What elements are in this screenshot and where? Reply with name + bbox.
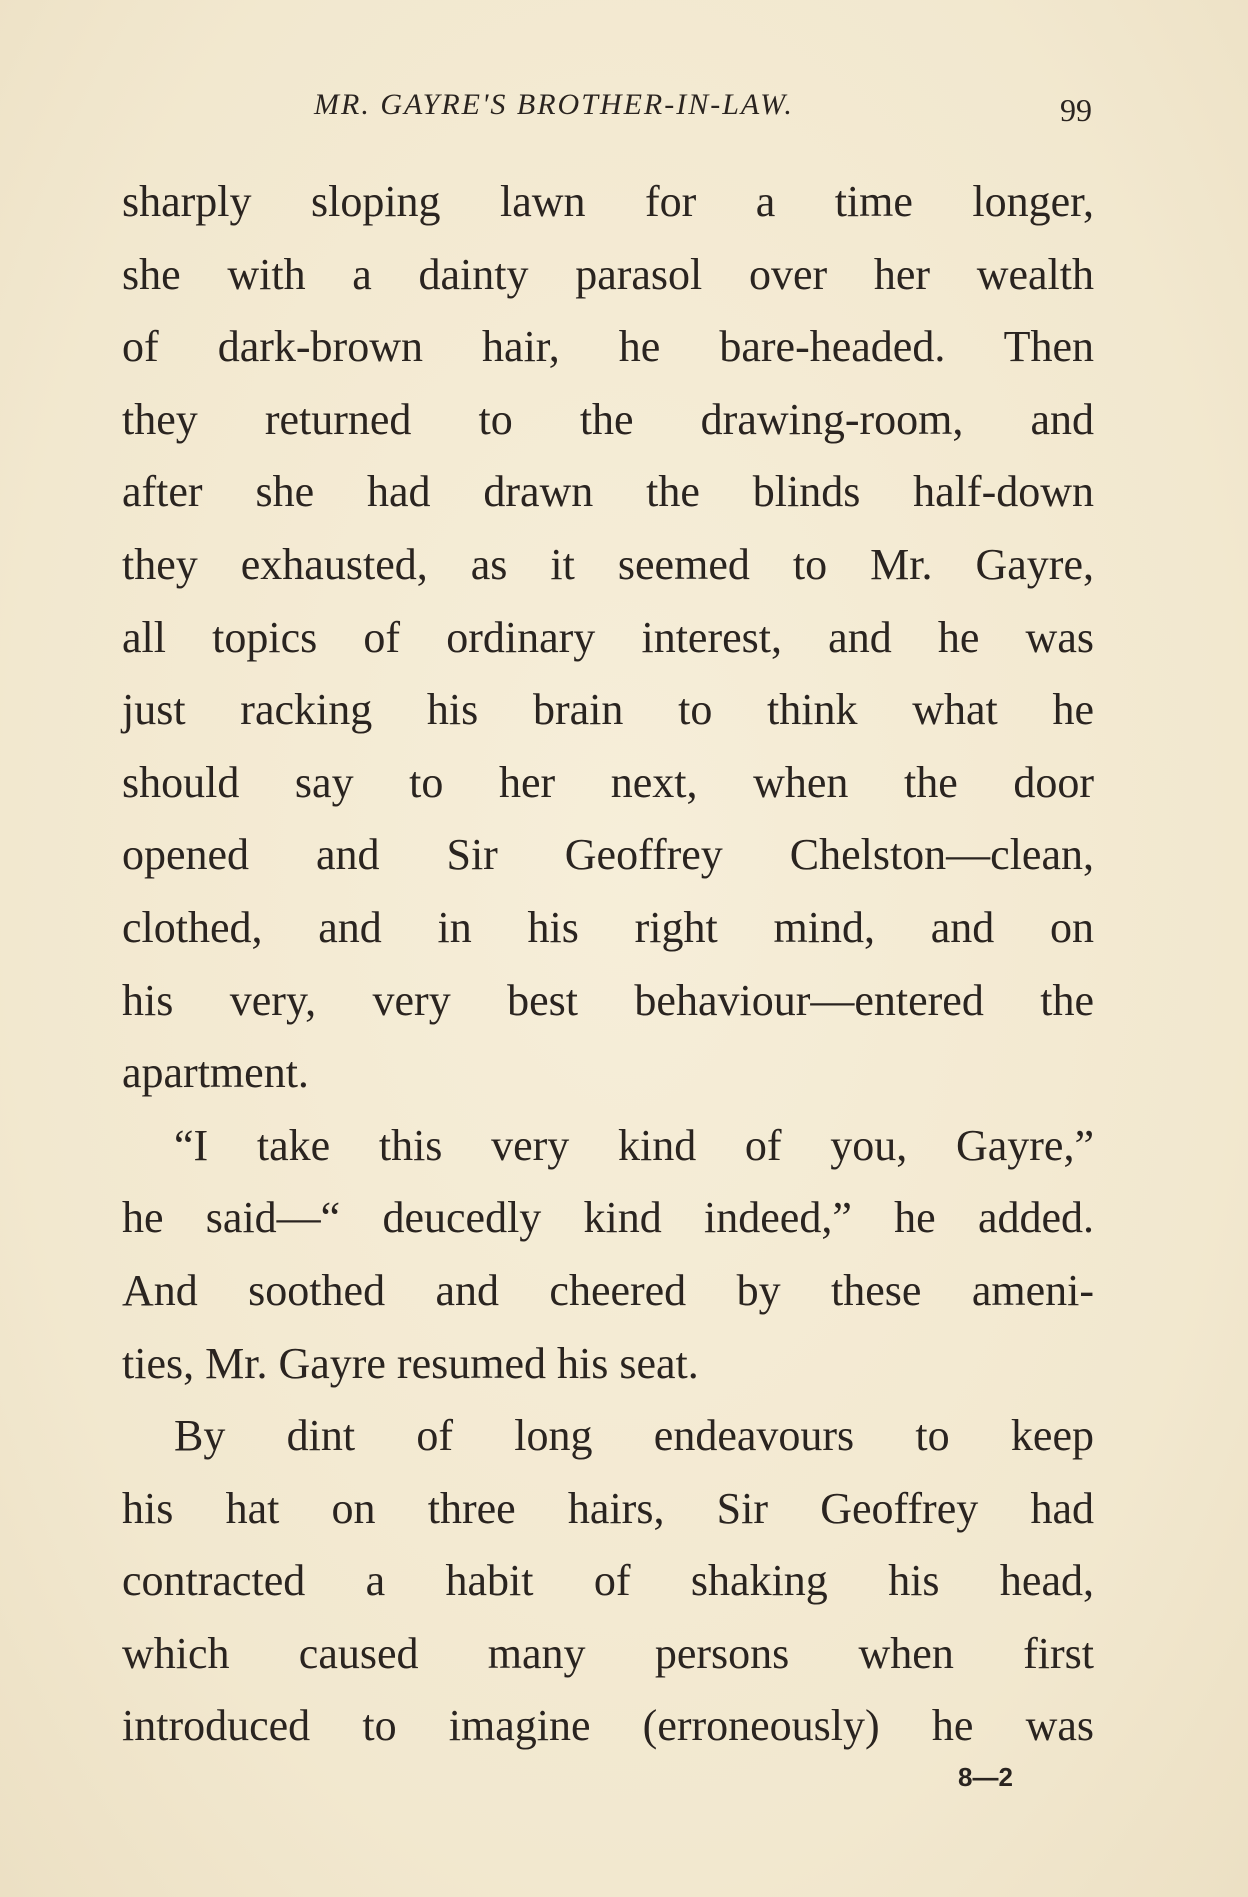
text-line: which caused many persons when first xyxy=(122,1628,1094,1678)
text-line: they exhausted, as it seemed to Mr. Gayre, xyxy=(122,539,1094,589)
text-line: they returned to the drawing-room, and xyxy=(122,394,1094,444)
text-line: opened and Sir Geoffrey Chelston—clean, xyxy=(122,830,1094,880)
page-number: 99 xyxy=(1060,92,1092,128)
text-line: By dint of long endeavours to keep xyxy=(174,1411,1094,1461)
text-line: ties, Mr. Gayre resumed his seat. xyxy=(122,1338,699,1388)
text-line: apartment. xyxy=(122,1048,309,1098)
page-header xyxy=(0,88,1248,138)
signature-mark: 8—2 xyxy=(958,1762,1013,1792)
text-line: clothed, and in his right mind, and on xyxy=(122,902,1094,952)
text-line: sharply sloping lawn for a time longer, xyxy=(122,177,1094,226)
text-line: he said—“ deucedly kind indeed,” he added. xyxy=(122,1193,1094,1243)
text-line: introduced to imagine (erroneously) he was xyxy=(122,1701,1094,1751)
text-line: contracted a habit of shaking his head, xyxy=(122,1556,1094,1606)
body-text xyxy=(122,166,1094,1763)
running-head: MR. GAYRE'S BROTHER-IN-LAW. xyxy=(314,88,794,121)
text-line: should say to her next, when the door xyxy=(122,757,1094,807)
text-line: “I take this very kind of you, Gayre,” xyxy=(174,1120,1094,1170)
text-line: just racking his brain to think what he xyxy=(122,685,1094,735)
text-line: all topics of ordinary interest, and he was xyxy=(122,612,1094,662)
text-line: his very, very best behaviour—entered the xyxy=(122,975,1094,1025)
text-line: after she had drawn the blinds half-down xyxy=(122,467,1094,517)
text-line: she with a dainty parasol over her wealth xyxy=(122,249,1094,299)
text-line: his hat on three hairs, Sir Geoffrey had xyxy=(122,1483,1094,1533)
text-line: And soothed and cheered by these ameni- xyxy=(122,1265,1094,1315)
text-line: of dark-brown hair, he bare-headed. Then xyxy=(122,322,1094,372)
